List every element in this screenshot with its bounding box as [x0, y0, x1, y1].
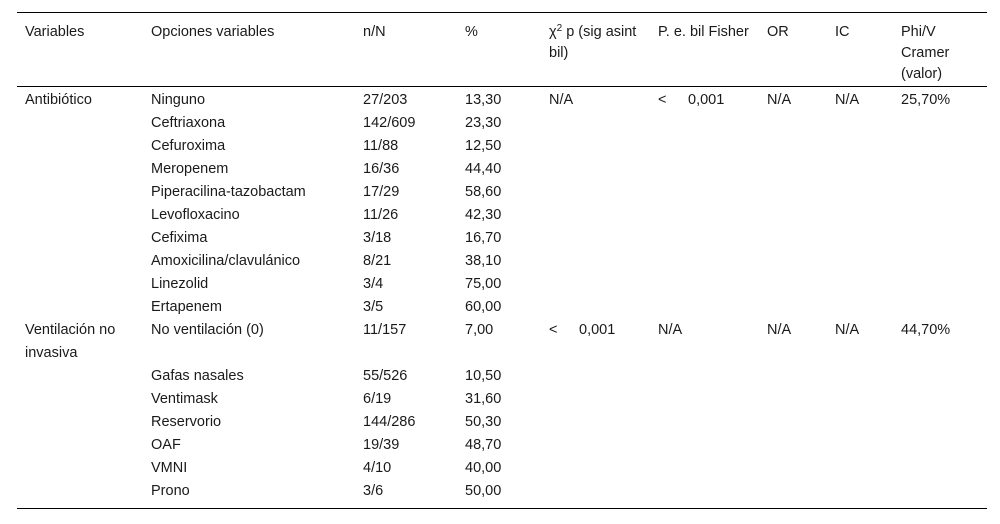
cell-phi-empty [893, 250, 987, 273]
cell-variable-empty [17, 388, 143, 411]
cell-fisher-empty [650, 434, 759, 457]
cell-phi-empty [893, 204, 987, 227]
table-row [17, 273, 987, 296]
results-table [17, 12, 987, 509]
cell-chi-empty [541, 135, 650, 158]
cell-phi: 44,70% [901, 322, 951, 338]
cell-ic-empty [827, 388, 893, 411]
cell-or-empty [759, 135, 827, 158]
fisher-value: N/A [658, 322, 683, 338]
cell-nN: 11/88 [363, 138, 399, 154]
cell-option: Levofloxacino [151, 207, 240, 223]
cell-ic-empty [827, 204, 893, 227]
cell-phi-empty [893, 158, 987, 181]
cell-or-empty [759, 480, 827, 509]
header-chi-symbol: χ [549, 24, 557, 40]
cell-chi-empty [541, 158, 650, 181]
cell-nN: 11/26 [363, 207, 399, 223]
cell-fisher-empty [650, 388, 759, 411]
cell-ic-empty [827, 411, 893, 434]
cell-variable-empty [17, 365, 143, 388]
cell-or-empty [759, 388, 827, 411]
cell-variable-empty [17, 480, 143, 509]
cell-option: VMNI [151, 460, 188, 476]
cell-or-empty [759, 250, 827, 273]
cell-nN: 8/21 [363, 253, 392, 269]
table-row [17, 480, 987, 509]
cell-pct: 31,60 [465, 391, 502, 407]
cell-or-empty [759, 204, 827, 227]
cell-or: N/A [767, 322, 792, 338]
cell-variable-empty [17, 158, 143, 181]
cell-option: Piperacilina-tazobactam [151, 184, 306, 200]
cell-phi-empty [893, 480, 987, 509]
cell-phi-empty [893, 273, 987, 296]
cell-variable-empty [17, 296, 143, 319]
cell-chi-empty [541, 273, 650, 296]
cell-phi-empty [893, 411, 987, 434]
cell-chi-empty [541, 388, 650, 411]
cell-fisher-empty [650, 365, 759, 388]
cell-fisher-empty [650, 457, 759, 480]
table-row [17, 87, 987, 113]
cell-phi-empty [893, 227, 987, 250]
cell-phi-empty [893, 365, 987, 388]
header-pct: % [465, 24, 478, 40]
cell-fisher-empty [650, 480, 759, 509]
cell-option: Cefuroxima [151, 138, 226, 154]
table-row [17, 365, 987, 388]
table-body [17, 87, 987, 509]
cell-ic: N/A [835, 322, 860, 338]
cell-or-empty [759, 158, 827, 181]
cell-pct: 12,50 [465, 138, 502, 154]
cell-variable-empty [17, 181, 143, 204]
cell-or-empty [759, 112, 827, 135]
cell-fisher-empty [650, 250, 759, 273]
table-row [17, 388, 987, 411]
cell-ic-empty [827, 250, 893, 273]
cell-nN: 3/18 [363, 230, 392, 246]
cell-ic-empty [827, 457, 893, 480]
cell-nN: 55/526 [363, 368, 408, 384]
cell-variable-empty [17, 273, 143, 296]
table-row [17, 319, 987, 365]
cell-fisher-empty [650, 296, 759, 319]
cell-pct: 44,40 [465, 161, 502, 177]
table-row [17, 158, 987, 181]
table-row [17, 250, 987, 273]
cell-pct: 48,70 [465, 437, 502, 453]
cell-ic-empty [827, 273, 893, 296]
fisher-prefix: < [658, 92, 667, 108]
cell-fisher [650, 87, 759, 113]
header-chi-label: p (sig asint bil) [549, 24, 637, 61]
cell-ic-empty [827, 296, 893, 319]
cell-phi-empty [893, 434, 987, 457]
cell-nN: 6/19 [363, 391, 392, 407]
table-row [17, 434, 987, 457]
cell-option: Ventimask [151, 391, 218, 407]
cell-fisher-empty [650, 227, 759, 250]
cell-or-empty [759, 181, 827, 204]
cell-phi-empty [893, 112, 987, 135]
header-opciones: Opciones variables [151, 24, 275, 40]
fisher-value: 0,001 [688, 92, 725, 108]
cell-option: Reservorio [151, 414, 222, 430]
cell-option: Ninguno [151, 92, 206, 108]
table-row [17, 112, 987, 135]
cell-nN: 142/609 [363, 115, 416, 131]
cell-option: Ertapenem [151, 299, 222, 315]
cell-variable-empty [17, 135, 143, 158]
cell-variable: Antibiótico [25, 92, 92, 108]
cell-pct: 38,10 [465, 253, 502, 269]
cell-ic-empty [827, 227, 893, 250]
table-row [17, 135, 987, 158]
cell-nN: 3/4 [363, 276, 384, 292]
cell-fisher-empty [650, 158, 759, 181]
cell-chi-empty [541, 204, 650, 227]
cell-variable: Ventilación no invasiva [25, 322, 116, 361]
cell-chi-empty [541, 480, 650, 509]
cell-option: No ventilación (0) [151, 322, 264, 338]
cell-ic-empty [827, 181, 893, 204]
cell-chi [541, 319, 650, 365]
header-variables: Variables [25, 24, 85, 40]
cell-nN: 3/5 [363, 299, 384, 315]
cell-option: Cefixima [151, 230, 208, 246]
cell-nN: 4/10 [363, 460, 392, 476]
table-row [17, 411, 987, 434]
cell-ic: N/A [835, 92, 860, 108]
cell-pct: 40,00 [465, 460, 502, 476]
cell-or-empty [759, 457, 827, 480]
table-row [17, 457, 987, 480]
cell-pct: 60,00 [465, 299, 502, 315]
header-phi: Phi/V Cramer (valor) [901, 24, 950, 82]
cell-option: Prono [151, 483, 190, 499]
cell-variable-empty [17, 411, 143, 434]
cell-phi-empty [893, 181, 987, 204]
cell-nN: 144/286 [363, 414, 416, 430]
cell-nN: 17/29 [363, 184, 400, 200]
cell-pct: 10,50 [465, 368, 502, 384]
cell-pct: 75,00 [465, 276, 502, 292]
cell-nN: 3/6 [363, 483, 384, 499]
header-ic: IC [835, 24, 850, 40]
cell-or-empty [759, 273, 827, 296]
cell-ic-empty [827, 135, 893, 158]
cell-chi-empty [541, 181, 650, 204]
chi-prefix: < [549, 322, 558, 338]
cell-variable-empty [17, 457, 143, 480]
cell-pct: 16,70 [465, 230, 502, 246]
cell-chi-empty [541, 434, 650, 457]
cell-variable-empty [17, 250, 143, 273]
cell-fisher-empty [650, 112, 759, 135]
header-chi-exponent: 2 [556, 23, 563, 34]
cell-fisher [650, 319, 759, 365]
cell-or-empty [759, 296, 827, 319]
cell-nN: 16/36 [363, 161, 400, 177]
cell-nN: 19/39 [363, 437, 400, 453]
cell-ic-empty [827, 365, 893, 388]
cell-fisher-empty [650, 135, 759, 158]
cell-option: Amoxicilina/clavulánico [151, 253, 301, 269]
cell-chi-empty [541, 296, 650, 319]
cell-fisher-empty [650, 204, 759, 227]
cell-variable-empty [17, 112, 143, 135]
cell-fisher-empty [650, 411, 759, 434]
header-row [17, 13, 987, 87]
cell-phi-empty [893, 296, 987, 319]
cell-chi-empty [541, 250, 650, 273]
header-or: OR [767, 24, 789, 40]
cell-option: Linezolid [151, 276, 209, 292]
cell-chi [541, 87, 650, 113]
cell-chi-empty [541, 112, 650, 135]
table-row [17, 204, 987, 227]
cell-chi-empty [541, 227, 650, 250]
cell-option: Gafas nasales [151, 368, 244, 384]
cell-or-empty [759, 365, 827, 388]
cell-nN: 27/203 [363, 92, 408, 108]
cell-fisher-empty [650, 181, 759, 204]
cell-phi-empty [893, 135, 987, 158]
table-header [17, 13, 987, 87]
cell-ic-empty [827, 158, 893, 181]
cell-option: Ceftriaxona [151, 115, 226, 131]
cell-ic-empty [827, 480, 893, 509]
cell-nN: 11/157 [363, 322, 407, 338]
cell-phi-empty [893, 388, 987, 411]
table-row [17, 227, 987, 250]
cell-variable-empty [17, 204, 143, 227]
chi-value: N/A [549, 92, 574, 108]
cell-chi-empty [541, 411, 650, 434]
cell-phi: 25,70% [901, 92, 951, 108]
cell-or-empty [759, 227, 827, 250]
cell-pct: 58,60 [465, 184, 502, 200]
table-row [17, 181, 987, 204]
cell-pct: 23,30 [465, 115, 502, 131]
cell-or-empty [759, 411, 827, 434]
cell-or: N/A [767, 92, 792, 108]
cell-variable-empty [17, 227, 143, 250]
cell-ic-empty [827, 434, 893, 457]
cell-phi-empty [893, 457, 987, 480]
cell-chi-empty [541, 365, 650, 388]
header-fisher: P. e. bil Fisher [658, 24, 749, 40]
cell-fisher-empty [650, 273, 759, 296]
cell-chi-empty [541, 457, 650, 480]
cell-pct: 7,00 [465, 322, 494, 338]
header-chi [541, 13, 650, 87]
table-row [17, 296, 987, 319]
header-nN: n/N [363, 24, 386, 40]
cell-pct: 50,30 [465, 414, 502, 430]
cell-option: Meropenem [151, 161, 229, 177]
chi-value: 0,001 [579, 322, 616, 338]
cell-option: OAF [151, 437, 181, 453]
cell-ic-empty [827, 112, 893, 135]
cell-pct: 50,00 [465, 483, 502, 499]
cell-pct: 13,30 [465, 92, 502, 108]
cell-or-empty [759, 434, 827, 457]
cell-pct: 42,30 [465, 207, 502, 223]
cell-variable-empty [17, 434, 143, 457]
